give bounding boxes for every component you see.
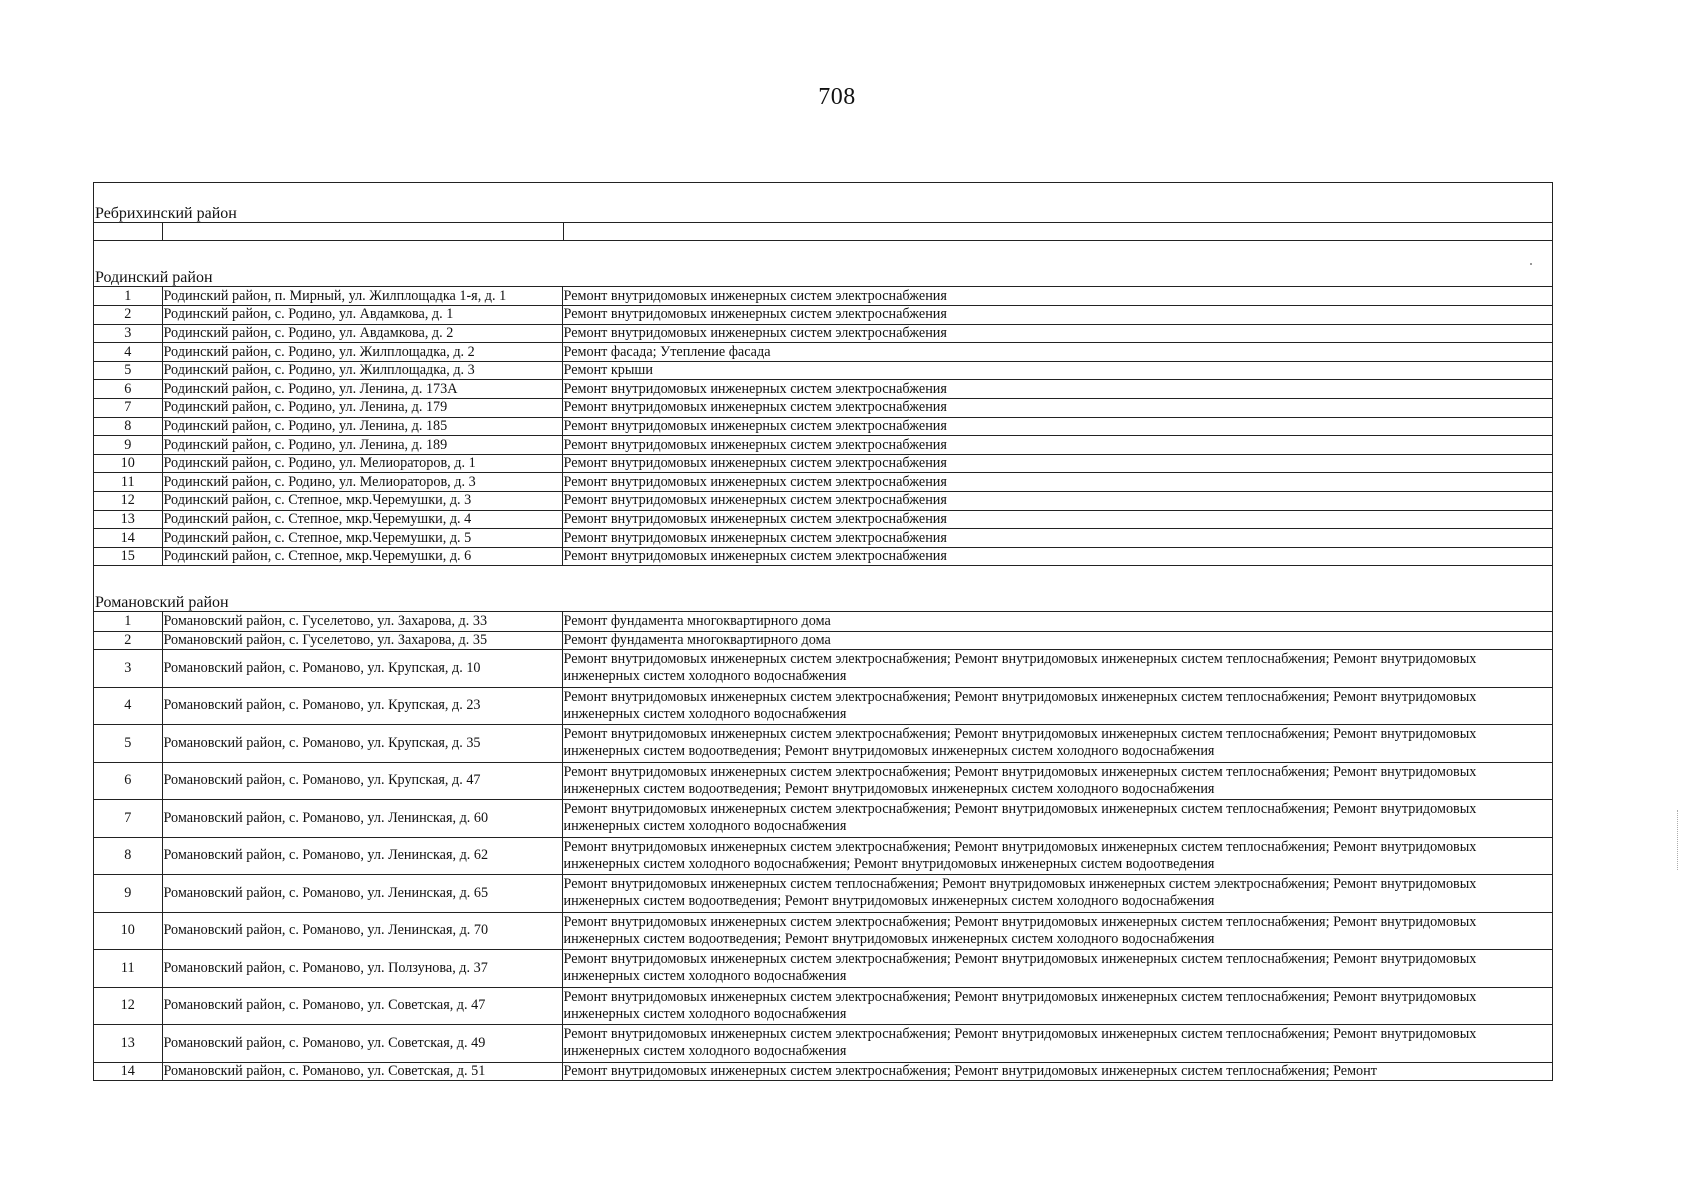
row-address: Романовский район, с. Романово, ул. Крупская, д. 35 — [162, 725, 562, 763]
table-row — [94, 417, 1552, 436]
row-number: 13 — [94, 510, 162, 529]
rodino-rows — [94, 287, 1552, 566]
table-row — [94, 762, 1552, 800]
section-gap — [94, 566, 1552, 594]
row-number: 1 — [94, 287, 162, 306]
table-row — [94, 454, 1552, 473]
table-row — [94, 650, 1552, 688]
row-number: 2 — [94, 631, 162, 650]
table-row — [94, 875, 1552, 913]
row-work: Ремонт внутридомовых инженерных систем электроснабжения — [562, 510, 1552, 529]
row-number: 15 — [94, 547, 162, 566]
row-address: Романовский район, с. Гуселетово, ул. Захарова, д. 33 — [162, 612, 562, 631]
row-number: 6 — [94, 380, 162, 399]
row-number: 13 — [94, 1025, 162, 1063]
table-row — [94, 800, 1552, 838]
row-address: Родинский район, с. Родино, ул. Ленина, д. 185 — [162, 417, 562, 436]
row-address: Романовский район, с. Романово, ул. Ползунова, д. 37 — [162, 950, 562, 988]
row-address: Романовский район, с. Романово, ул. Советская, д. 51 — [162, 1062, 562, 1081]
table-row — [94, 1025, 1552, 1063]
district-heading-rodino: Родинский район — [94, 269, 1552, 287]
row-work: Ремонт внутридомовых инженерных систем электроснабжения — [562, 306, 1552, 325]
scan-speck — [1530, 263, 1532, 265]
row-work: Ремонт фундамента многоквартирного дома — [562, 612, 1552, 631]
row-work: Ремонт внутридомовых инженерных систем электроснабжения — [562, 454, 1552, 473]
empty-cell-number — [94, 223, 163, 240]
table-row — [94, 399, 1552, 418]
table-row — [94, 343, 1552, 362]
empty-cell-address — [163, 223, 564, 240]
row-number: 7 — [94, 399, 162, 418]
row-address: Романовский район, с. Романово, ул. Ленинская, д. 70 — [162, 912, 562, 950]
row-address: Романовский район, с. Романово, ул. Ленинская, д. 60 — [162, 800, 562, 838]
romanovo-rows — [94, 612, 1552, 1081]
row-address: Романовский район, с. Романово, ул. Крупская, д. 10 — [162, 650, 562, 688]
row-work: Ремонт внутридомовых инженерных систем теплоснабжения; Ремонт внутридомовых инженерных систем электроснабжения; Ремонт внутридомовых инженерных систем водоотведения; Ремонт внутридомовых инженерных систем холодного водоснабжения — [562, 875, 1552, 913]
table-row — [94, 950, 1552, 988]
row-address: Романовский район, с. Гуселетово, ул. Захарова, д. 35 — [162, 631, 562, 650]
row-number: 5 — [94, 361, 162, 380]
section-gap — [94, 241, 1552, 269]
row-number: 14 — [94, 529, 162, 548]
row-address: Романовский район, с. Романово, ул. Ленинская, д. 62 — [162, 837, 562, 875]
row-work: Ремонт внутридомовых инженерных систем электроснабжения — [562, 492, 1552, 511]
row-work: Ремонт внутридомовых инженерных систем электроснабжения — [562, 417, 1552, 436]
row-work: Ремонт внутридомовых инженерных систем электроснабжения — [562, 324, 1552, 343]
row-number: 8 — [94, 837, 162, 875]
row-work: Ремонт внутридомовых инженерных систем электроснабжения; Ремонт внутридомовых инженерных систем теплоснабжения; Ремонт внутридомовых инженерных систем холодного водоснабжения — [562, 687, 1552, 725]
table-row — [94, 380, 1552, 399]
row-address: Родинский район, с. Родино, ул. Жилплощадка, д. 2 — [162, 343, 562, 362]
table-row — [94, 529, 1552, 548]
page-number: 708 — [818, 84, 856, 110]
row-number: 6 — [94, 762, 162, 800]
row-number: 12 — [94, 492, 162, 511]
row-number: 4 — [94, 687, 162, 725]
row-number: 9 — [94, 436, 162, 455]
row-number: 8 — [94, 417, 162, 436]
table-row — [94, 987, 1552, 1025]
row-address: Родинский район, с. Родино, ул. Ленина, д. 179 — [162, 399, 562, 418]
row-work: Ремонт внутридомовых инженерных систем электроснабжения — [562, 473, 1552, 492]
row-work: Ремонт внутридомовых инженерных систем электроснабжения; Ремонт внутридомовых инженерных систем теплоснабжения; Ремонт внутридомовых инженерных систем холодного водоснабжения — [562, 1025, 1552, 1063]
district-heading-rebrikha: Ребрихинский район — [94, 205, 1552, 223]
row-work: Ремонт внутридомовых инженерных систем электроснабжения; Ремонт внутридомовых инженерных систем теплоснабжения; Ремонт внутридомовых инженерных систем холодного водоснабжения; Ремонт внутридомовых инженерных систем водоотведения — [562, 837, 1552, 875]
row-work: Ремонт внутридомовых инженерных систем электроснабжения; Ремонт внутридомовых инженерных систем теплоснабжения; Ремонт внутридомовых инженерных систем водоотведения; Ремонт внутридомовых инженерных систем холодного водоснабжения — [562, 725, 1552, 763]
row-number: 9 — [94, 875, 162, 913]
table-row — [94, 547, 1552, 566]
row-work: Ремонт внутридомовых инженерных систем электроснабжения — [562, 287, 1552, 306]
row-work: Ремонт внутридомовых инженерных систем электроснабжения; Ремонт внутридомовых инженерных систем теплоснабжения; Ремонт — [562, 1062, 1552, 1081]
row-work: Ремонт внутридомовых инженерных систем электроснабжения — [562, 529, 1552, 548]
row-address: Родинский район, с. Родино, ул. Авдамкова, д. 1 — [162, 306, 562, 325]
row-address: Родинский район, с. Родино, ул. Авдамкова, д. 2 — [162, 324, 562, 343]
district-heading-romanovo: Романовский район — [94, 594, 1552, 612]
row-number: 12 — [94, 987, 162, 1025]
row-work: Ремонт внутридомовых инженерных систем электроснабжения; Ремонт внутридомовых инженерных систем теплоснабжения; Ремонт внутридомовых инженерных систем холодного водоснабжения — [562, 950, 1552, 988]
row-work: Ремонт внутридомовых инженерных систем электроснабжения — [562, 547, 1552, 566]
table-row — [94, 631, 1552, 650]
row-address: Романовский район, с. Романово, ул. Крупская, д. 47 — [162, 762, 562, 800]
table-row — [94, 473, 1552, 492]
empty-table-row — [94, 223, 1552, 241]
table-row — [94, 306, 1552, 325]
table-row — [94, 510, 1552, 529]
row-number: 10 — [94, 454, 162, 473]
row-address: Родинский район, с. Степное, мкр.Черемушки, д. 4 — [162, 510, 562, 529]
row-work: Ремонт внутридомовых инженерных систем электроснабжения; Ремонт внутридомовых инженерных систем теплоснабжения; Ремонт внутридомовых инженерных систем холодного водоснабжения — [562, 800, 1552, 838]
row-address: Романовский район, с. Романово, ул. Крупская, д. 23 — [162, 687, 562, 725]
table-row — [94, 687, 1552, 725]
row-number: 4 — [94, 343, 162, 362]
row-address: Родинский район, с. Родино, ул. Ленина, д. 173А — [162, 380, 562, 399]
row-number: 2 — [94, 306, 162, 325]
row-work: Ремонт фасада; Утепление фасада — [562, 343, 1552, 362]
row-address: Романовский район, с. Романово, ул. Ленинская, д. 65 — [162, 875, 562, 913]
row-address: Родинский район, с. Родино, ул. Мелиораторов, д. 1 — [162, 454, 562, 473]
row-number: 1 — [94, 612, 162, 631]
district-table — [93, 182, 1553, 1081]
row-work: Ремонт крыши — [562, 361, 1552, 380]
table-row — [94, 1062, 1552, 1081]
row-address: Романовский район, с. Романово, ул. Советская, д. 47 — [162, 987, 562, 1025]
row-address: Родинский район, с. Родино, ул. Жилплощадка, д. 3 — [162, 361, 562, 380]
row-number: 3 — [94, 324, 162, 343]
table-row — [94, 912, 1552, 950]
row-work: Ремонт внутридомовых инженерных систем электроснабжения; Ремонт внутридомовых инженерных систем теплоснабжения; Ремонт внутридомовых инженерных систем водоотведения; Ремонт внутридомовых инженерных систем холодного водоснабжения — [562, 912, 1552, 950]
row-number: 3 — [94, 650, 162, 688]
row-work: Ремонт внутридомовых инженерных систем электроснабжения — [562, 399, 1552, 418]
row-number: 11 — [94, 473, 162, 492]
row-work: Ремонт внутридомовых инженерных систем электроснабжения; Ремонт внутридомовых инженерных систем теплоснабжения; Ремонт внутридомовых инженерных систем холодного водоснабжения — [562, 987, 1552, 1025]
row-address: Родинский район, с. Родино, ул. Ленина, д. 189 — [162, 436, 562, 455]
table-row — [94, 436, 1552, 455]
row-address: Родинский район, с. Степное, мкр.Черемушки, д. 3 — [162, 492, 562, 511]
row-number: 7 — [94, 800, 162, 838]
row-work: Ремонт внутридомовых инженерных систем электроснабжения — [562, 436, 1552, 455]
row-number: 10 — [94, 912, 162, 950]
row-work: Ремонт фундамента многоквартирного дома — [562, 631, 1552, 650]
row-work: Ремонт внутридомовых инженерных систем электроснабжения; Ремонт внутридомовых инженерных систем теплоснабжения; Ремонт внутридомовых инженерных систем холодного водоснабжения — [562, 650, 1552, 688]
row-address: Родинский район, с. Степное, мкр.Черемушки, д. 5 — [162, 529, 562, 548]
row-number: 14 — [94, 1062, 162, 1081]
row-work: Ремонт внутридомовых инженерных систем электроснабжения — [562, 380, 1552, 399]
row-work: Ремонт внутридомовых инженерных систем электроснабжения; Ремонт внутридомовых инженерных систем теплоснабжения; Ремонт внутридомовых инженерных систем водоотведения; Ремонт внутридомовых инженерных систем холодного водоснабжения — [562, 762, 1552, 800]
scan-edge-mark — [1677, 810, 1679, 870]
table-row — [94, 612, 1552, 631]
row-number: 5 — [94, 725, 162, 763]
row-number: 11 — [94, 950, 162, 988]
table-row — [94, 324, 1552, 343]
table-row — [94, 837, 1552, 875]
table-row — [94, 725, 1552, 763]
row-address: Родинский район, с. Степное, мкр.Черемушки, д. 6 — [162, 547, 562, 566]
table-row — [94, 287, 1552, 306]
table-top-spacer — [94, 183, 1552, 205]
table-row — [94, 361, 1552, 380]
table-row — [94, 492, 1552, 511]
row-address: Родинский район, п. Мирный, ул. Жилплощадка 1-я, д. 1 — [162, 287, 562, 306]
row-address: Родинский район, с. Родино, ул. Мелиораторов, д. 3 — [162, 473, 562, 492]
row-address: Романовский район, с. Романово, ул. Советская, д. 49 — [162, 1025, 562, 1063]
